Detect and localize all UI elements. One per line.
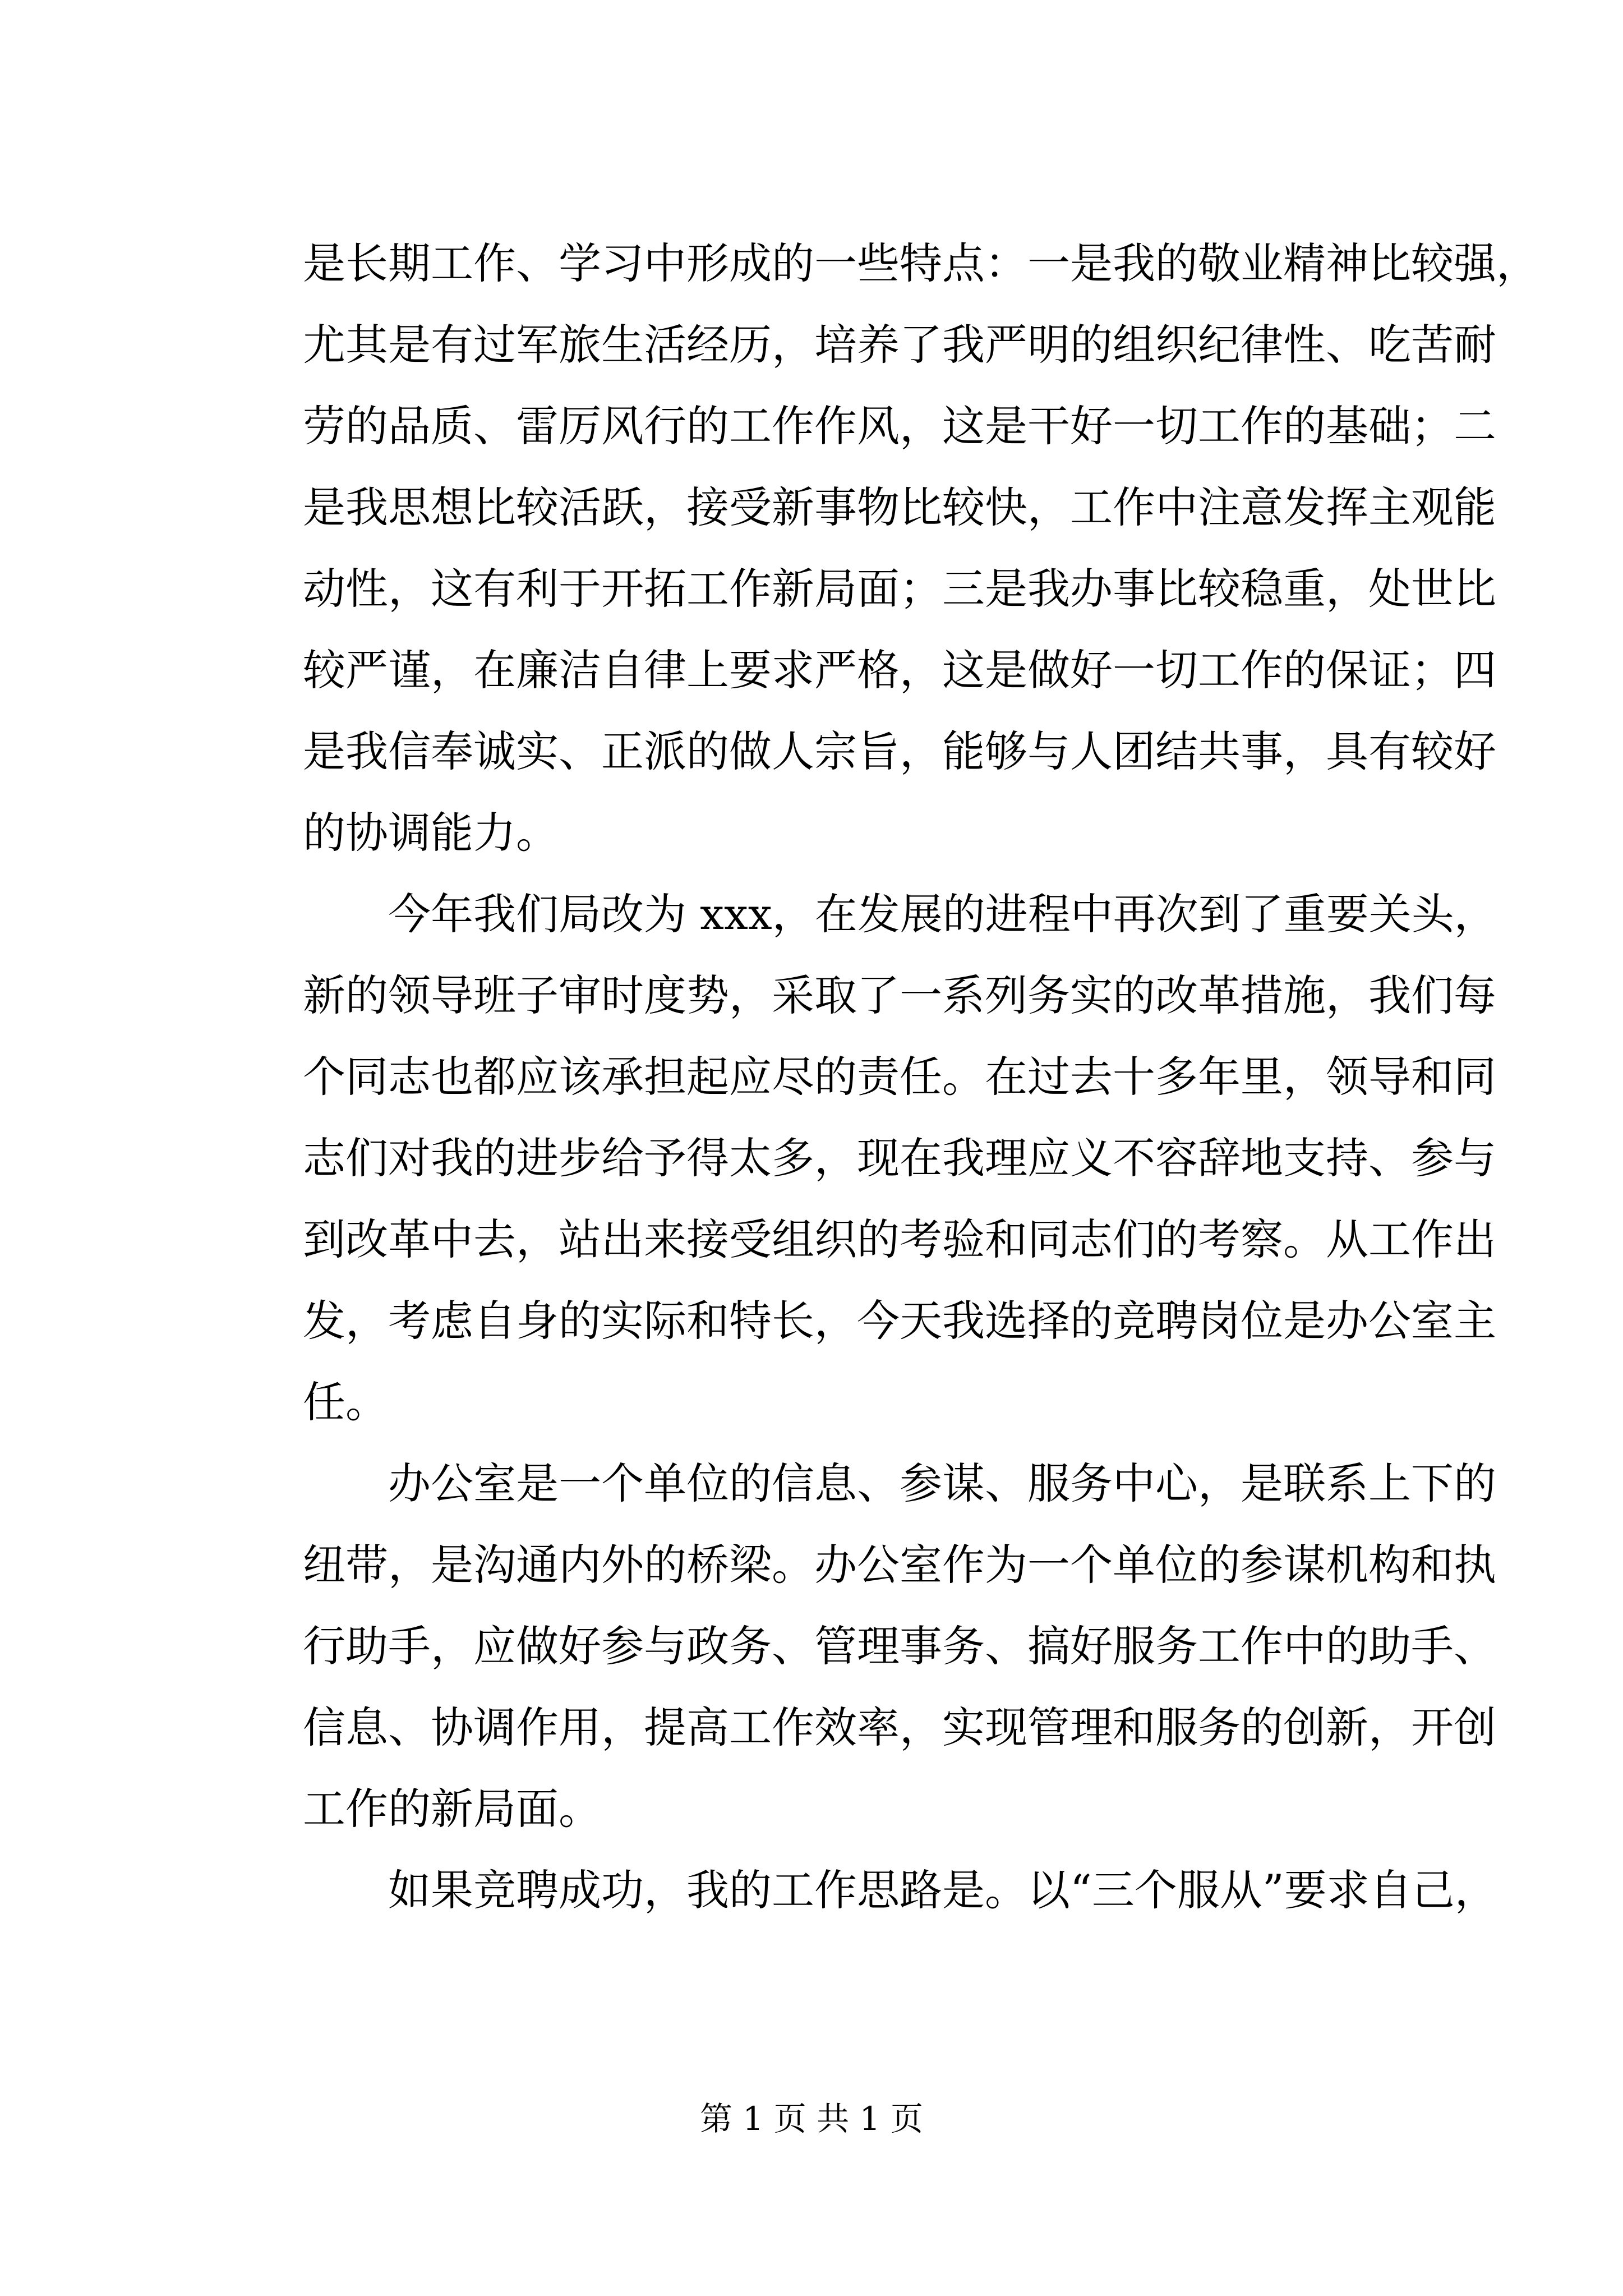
- paragraph-first-line: 今年我们局改为 xxx，在发展的进程中再次到了重要关头，: [388, 889, 1497, 939]
- text-line: 任。: [303, 1377, 388, 1427]
- paragraph-first-line: 如果竞聘成功，我的工作思路是。以“三个服从”要求自己，: [388, 1865, 1497, 1915]
- text-line: 发，考虑自身的实际和特长，今天我选择的竞聘岗位是办公室主: [303, 1296, 1496, 1346]
- text-line: 是我思想比较活跃，接受新事物比较快，工作中注意发挥主观能: [303, 482, 1496, 532]
- text-line: 是长期工作、学习中形成的一些特点：一是我的敬业精神比较强，: [303, 238, 1539, 288]
- text-line: 工作的新局面。: [303, 1784, 601, 1834]
- text-line: 动性，这有利于开拓工作新局面；三是我办事比较稳重，处世比: [303, 564, 1496, 614]
- text-line: 行助手，应做好参与政务、管理事务、搞好服务工作中的助手、: [303, 1621, 1496, 1671]
- text-line: 新的领导班子审时度势，采取了一系列务实的改革措施，我们每: [303, 970, 1496, 1020]
- text-line: 劳的品质、雷厉风行的工作作风，这是干好一切工作的基础；二: [303, 401, 1496, 451]
- paragraph-first-line: 办公室是一个单位的信息、参谋、服务中心，是联系上下的: [388, 1458, 1496, 1508]
- text-line: 纽带，是沟通内外的桥梁。办公室作为一个单位的参谋机构和执: [303, 1540, 1496, 1590]
- text-line: 的协调能力。: [303, 808, 559, 858]
- text-line: 是我信奉诚实、正派的做人宗旨，能够与人团结共事，具有较好: [303, 726, 1496, 776]
- text-line: 到改革中去，站出来接受组织的考验和同志们的考察。从工作出: [303, 1214, 1496, 1264]
- text-line: 个同志也都应该承担起应尽的责任。在过去十多年里，领导和同: [303, 1052, 1496, 1102]
- page-footer: 第 1 页 共 1 页: [700, 2100, 923, 2138]
- text-line: 较严谨，在廉洁自律上要求严格，这是做好一切工作的保证；四: [303, 645, 1496, 695]
- text-line: 信息、协调作用，提高工作效率，实现管理和服务的创新，开创: [303, 1703, 1496, 1752]
- text-line: 尤其是有过军旅生活经历，培养了我严明的组织纪律性、吃苦耐: [303, 320, 1496, 370]
- text-line: 志们对我的进步给予得太多，现在我理应义不容辞地支持、参与: [303, 1133, 1496, 1183]
